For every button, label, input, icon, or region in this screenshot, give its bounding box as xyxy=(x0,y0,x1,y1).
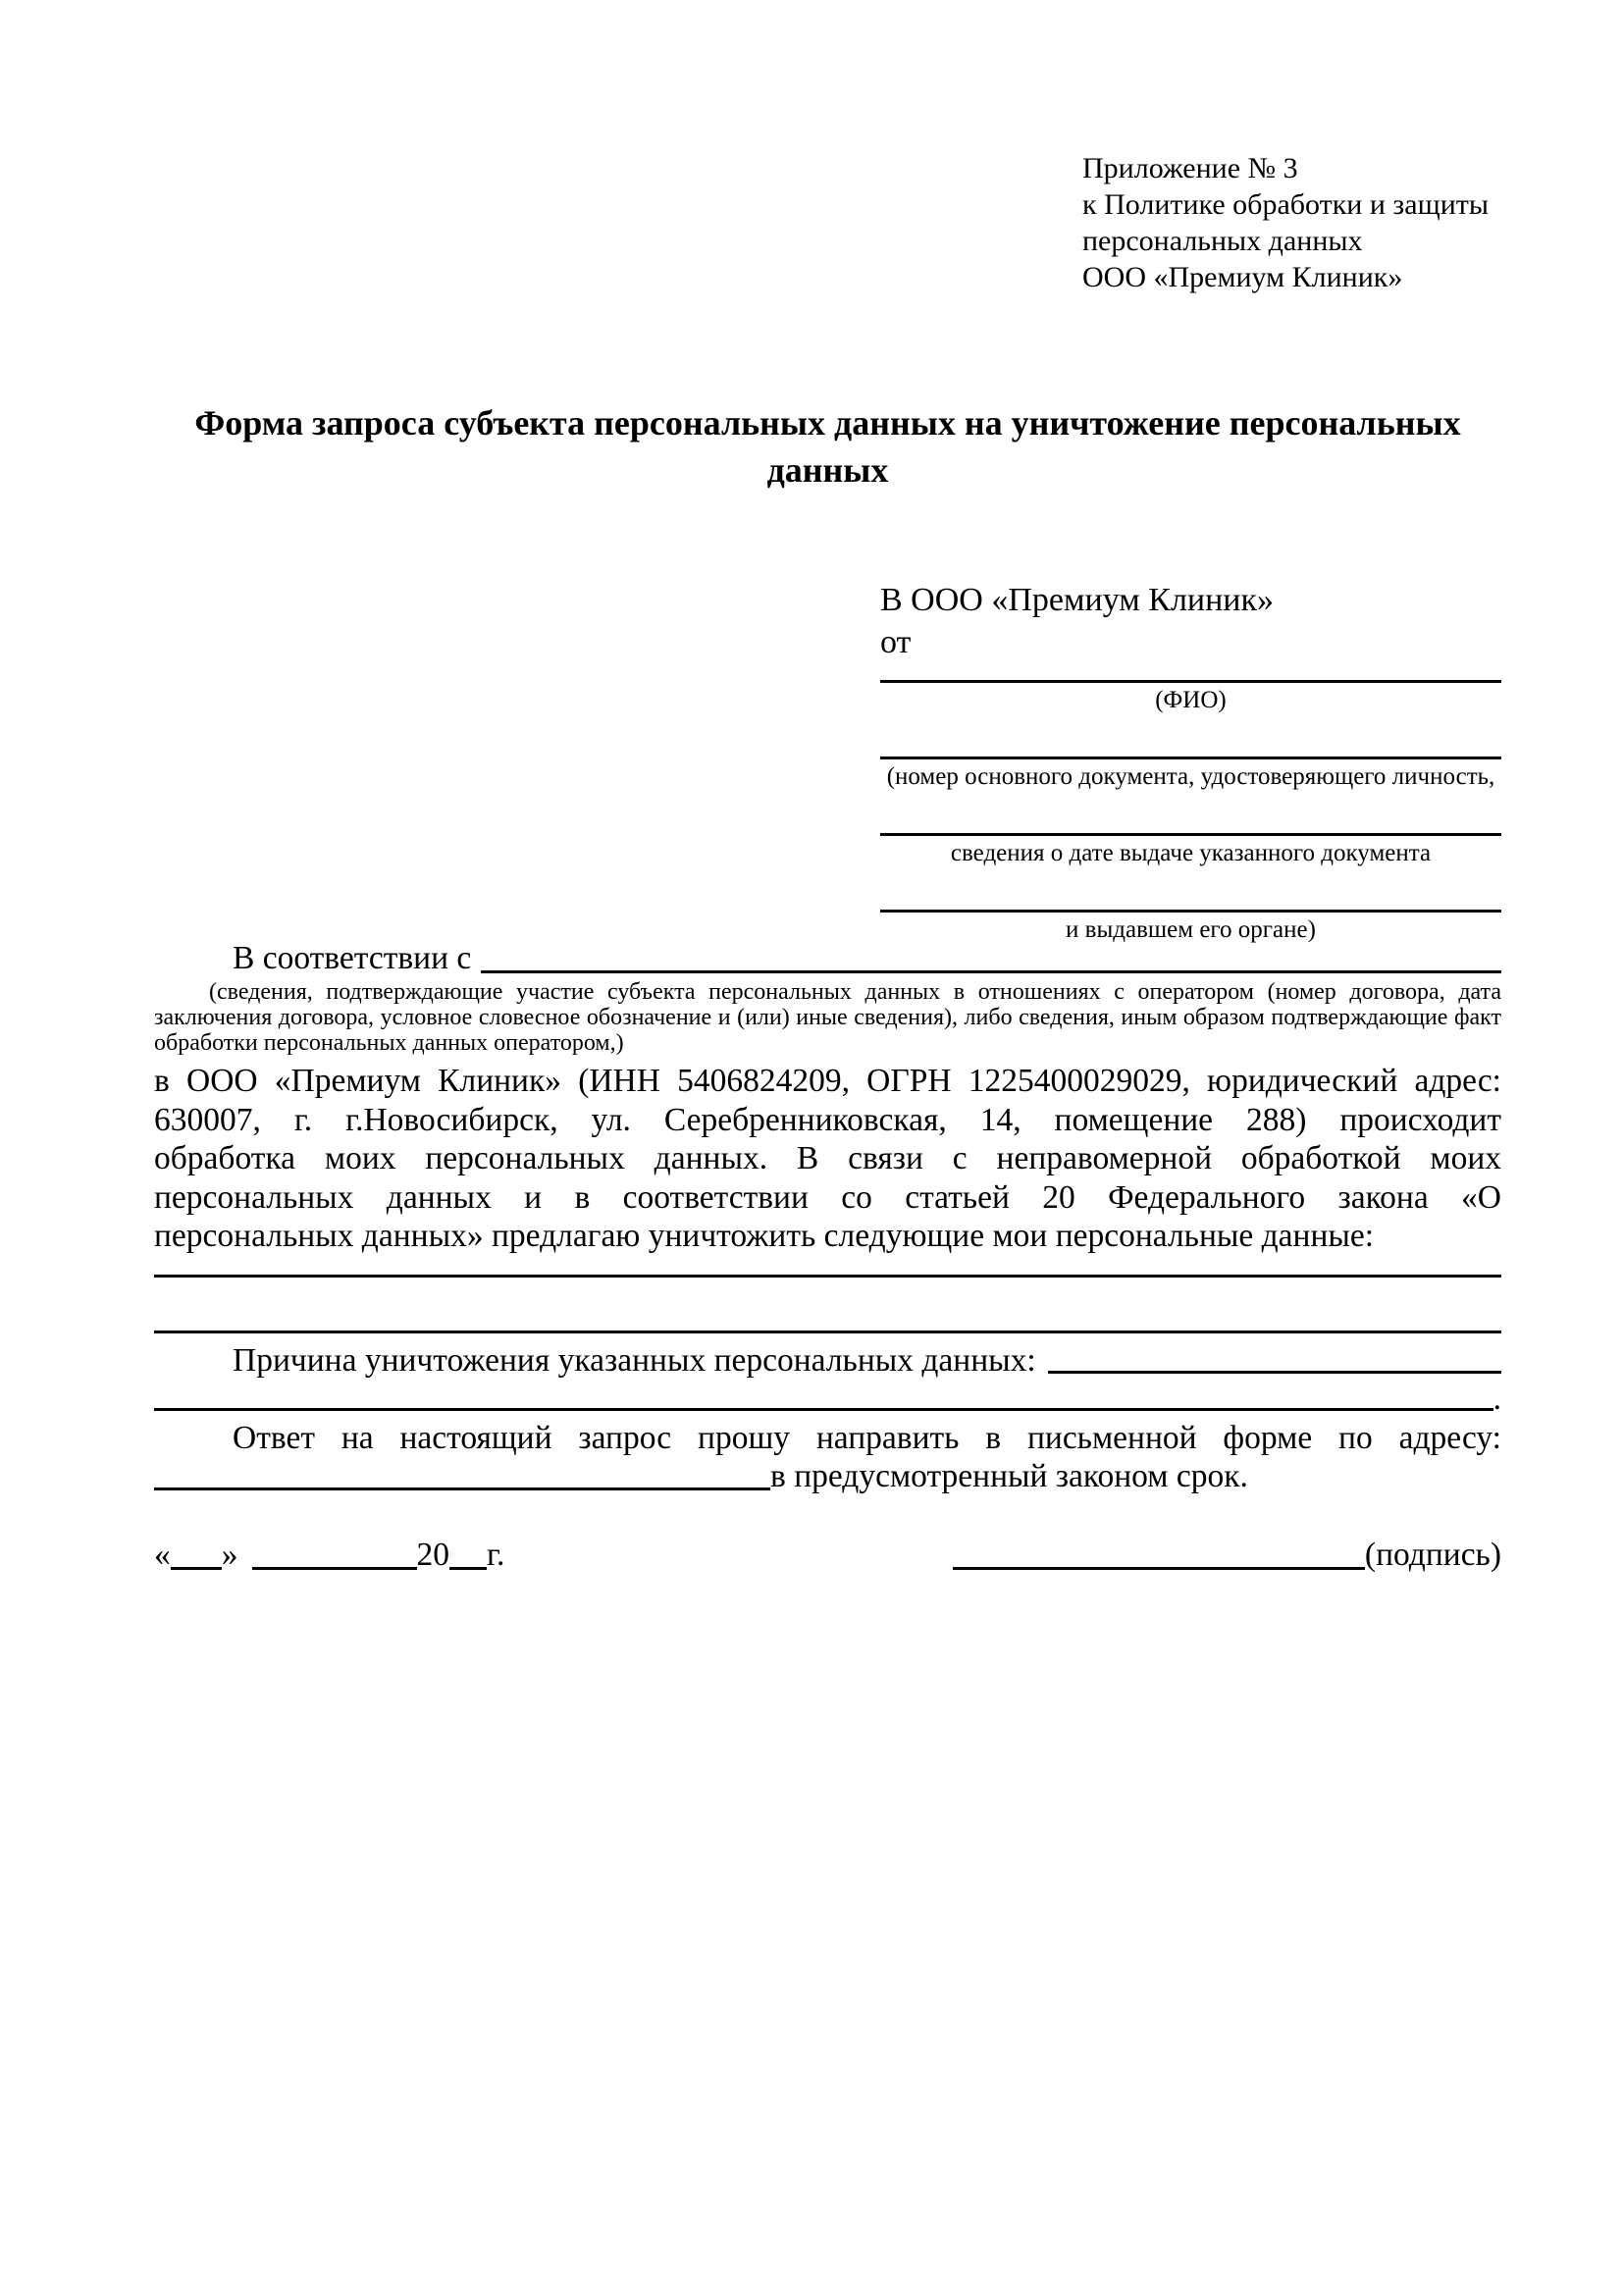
reason-continuation-row xyxy=(154,1380,1501,1419)
accordance-fill-line xyxy=(481,970,1501,973)
reason-fill-line xyxy=(1048,1371,1501,1374)
issue-date-caption: сведения о дате выдаче указанного документа xyxy=(950,840,1432,866)
signature-date-row xyxy=(154,1536,1501,1575)
note-line: заключения договора, условное словесное обозначение и (или) иные сведения), либо сведения, иным образом подтверждающие факт xyxy=(154,1005,1501,1030)
fio-fill-line xyxy=(880,663,1501,683)
date-open-quote: « xyxy=(154,1536,171,1573)
date-group xyxy=(154,1536,504,1575)
accordance-label: В соответствии с xyxy=(233,940,472,976)
signature-group xyxy=(953,1536,1501,1575)
date-close-quote: » xyxy=(221,1536,238,1573)
appendix-line: к Политике обработки и защиты xyxy=(1082,188,1490,221)
appendix-line: ООО «Премиум Клиник» xyxy=(1082,261,1403,293)
main-body xyxy=(154,938,1501,1575)
document-title: Форма запроса субъекта персональных данных на уничтожение персональных данных xyxy=(194,403,1461,490)
paragraph-line: 630007, г. г.Новосибирск, ул. Серебренниковская, 14, помещение 288) происходит xyxy=(154,1101,1501,1138)
document-number-caption: (номер основного документа, удостоверяющего личность, xyxy=(886,763,1495,790)
month-fill-line xyxy=(252,1567,417,1570)
address-fill-line xyxy=(154,1487,770,1490)
issue-date-field xyxy=(880,790,1501,866)
year-fill-line xyxy=(449,1567,487,1570)
paragraph-line: в ООО «Премиум Клиник» (ИНН 5406824209, ОГРН 1225400029029, юридический адрес: xyxy=(154,1063,1501,1099)
reason-label: Причина уничтожения указанных персональных данных: xyxy=(233,1341,1036,1379)
reason-fill-line-2 xyxy=(154,1408,1493,1411)
signature-caption: (подпись) xyxy=(1364,1536,1501,1573)
legal-term-text: в предусмотренный законом срок. xyxy=(770,1458,1248,1494)
paragraph-line: обработка моих персональных данных. В связи с неправомерной обработкой моих xyxy=(154,1140,1501,1176)
appendix-line: персональных данных xyxy=(1082,225,1363,257)
issue-date-fill-line xyxy=(880,790,1501,836)
accordance-row xyxy=(154,938,1501,979)
issuing-authority-caption: и выдавшем его органе) xyxy=(1066,916,1316,943)
paragraph-line: персональных данных и в соответствии со статьей 20 Федерального закона «О xyxy=(154,1178,1501,1216)
response-sentence: Ответ на настоящий запрос прошу направить в письменной форме по адресу: xyxy=(233,1419,1501,1456)
appendix-header xyxy=(1082,150,1489,295)
document-number-fill-line xyxy=(880,713,1501,759)
paragraph-line: персональных данных» предлагаю уничтожить следующие мои персональные данные: xyxy=(154,1218,1375,1254)
appendix-line: Приложение № 3 xyxy=(1082,152,1298,184)
issuing-authority-field xyxy=(880,866,1501,943)
address-row xyxy=(154,1457,1501,1496)
issuing-authority-fill-line xyxy=(880,866,1501,913)
note-line: обработки персональных данных оператором,) xyxy=(154,1030,624,1056)
reason-row xyxy=(154,1341,1501,1381)
note-line: (сведения, подтверждающие участие субъекта персональных данных в отношениях с оператором (номер договора, дата xyxy=(209,979,1501,1005)
year-suffix: г. xyxy=(487,1536,505,1573)
day-fill-line xyxy=(171,1567,222,1570)
fio-field xyxy=(880,663,1501,713)
sentence-period: . xyxy=(1492,1381,1501,1417)
data-fill-line-2 xyxy=(154,1331,1501,1333)
fio-caption: (ФИО) xyxy=(1155,687,1227,713)
recipient-from-label: от xyxy=(880,624,912,660)
recipient-to: В ООО «Премиум Клиник» xyxy=(880,582,1275,618)
main-paragraph xyxy=(154,1062,1501,1256)
signature-fill-line xyxy=(953,1567,1365,1570)
year-prefix: 20 xyxy=(416,1536,449,1573)
data-fill-line-1 xyxy=(154,1275,1501,1278)
document-number-field xyxy=(880,713,1501,790)
recipient-block xyxy=(880,579,1501,943)
accordance-note xyxy=(154,979,1501,1056)
